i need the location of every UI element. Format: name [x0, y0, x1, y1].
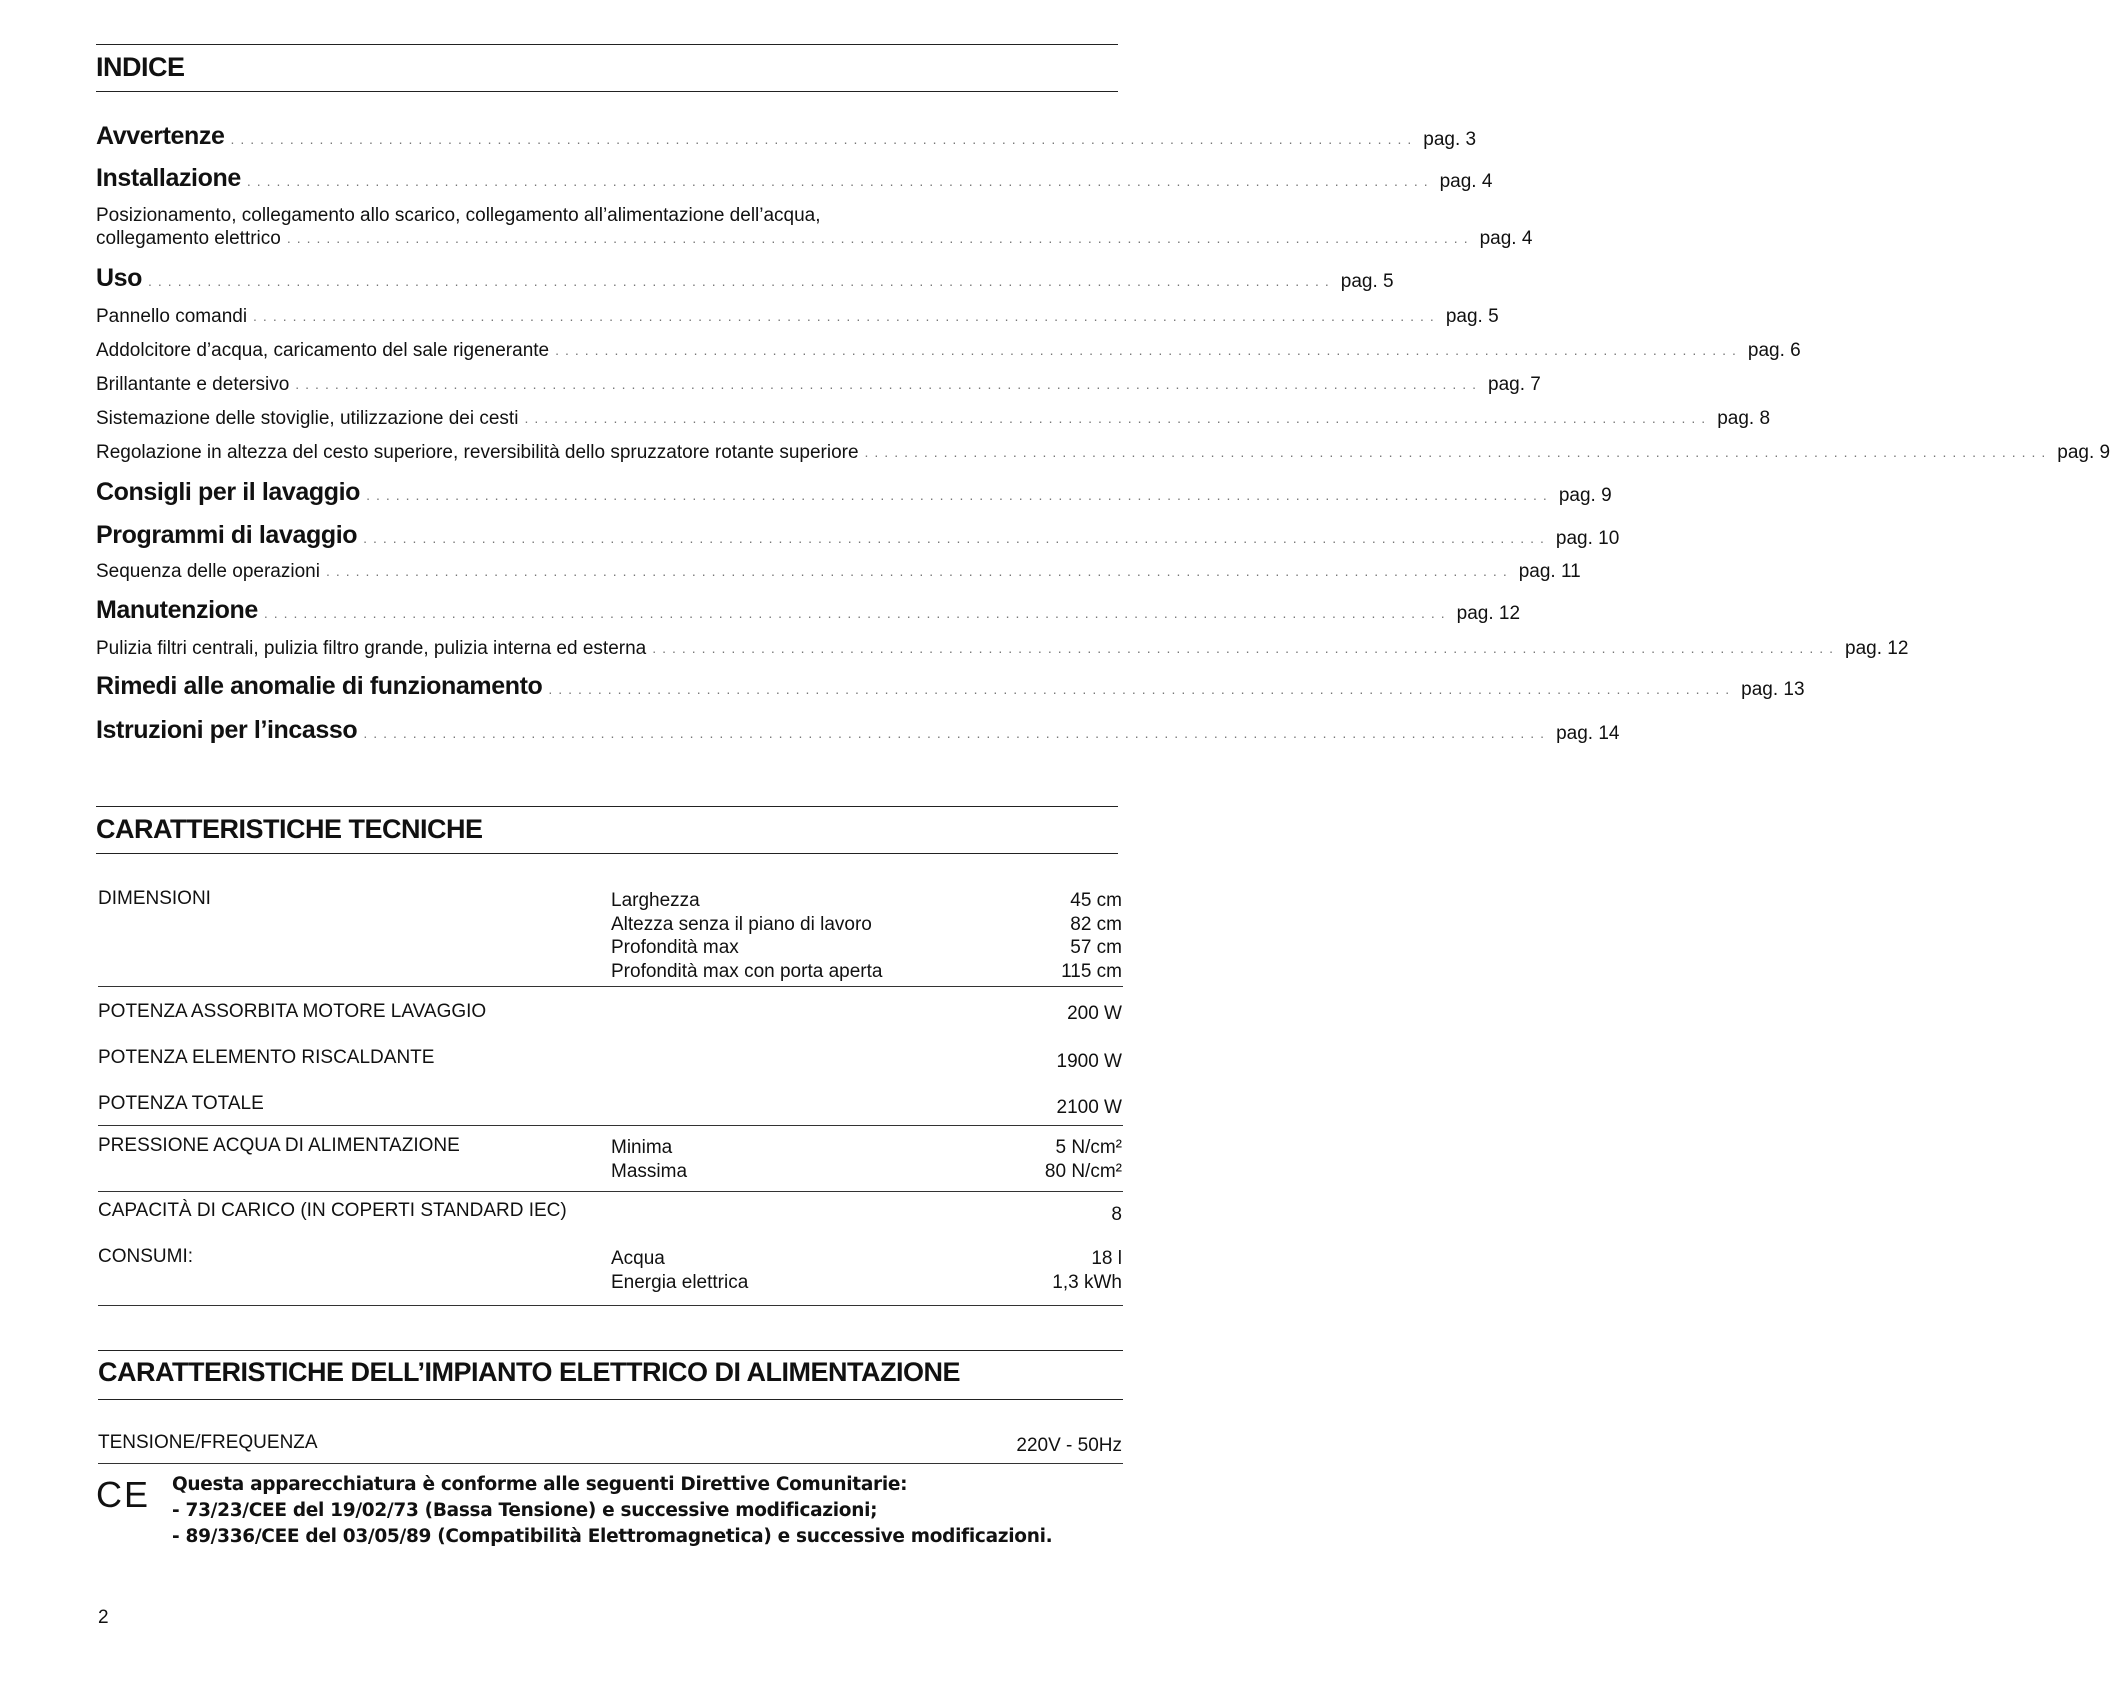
elec-title: CARATTERISTICHE DELL’IMPIANTO ELETTRICO DI ALIMENTAZIONE — [98, 1357, 960, 1387]
toc-entry-sistemazione — [96, 408, 1771, 430]
spec-capacita-value: 8 — [1111, 1204, 1122, 1225]
toc-entry-brillantante — [96, 374, 1541, 396]
tech-title: CARATTERISTICHE TECNICHE — [96, 814, 483, 844]
spec-motore-label: POTENZA ASSORBITA MOTORE LAVAGGIO — [98, 1001, 487, 1022]
toc-label: Pulizia filtri centrali, pulizia filtro grande, pulizia interna ed esterna — [96, 638, 647, 659]
toc-entry-pannello — [96, 306, 1499, 328]
spec-name: Minima — [611, 1137, 673, 1158]
toc-leader: ........................................................................................................................ — [555, 342, 1742, 358]
toc-leader: ........................................................................................................................ — [652, 640, 1839, 656]
toc-entry-istruzioni — [96, 716, 1620, 745]
toc-page: pag. 14 — [1556, 723, 1620, 744]
spec-name: Profondità max — [611, 937, 739, 958]
spec-pressione-label: PRESSIONE ACQUA DI ALIMENTAZIONE — [98, 1135, 460, 1156]
toc-page: pag. 5 — [1340, 271, 1394, 292]
toc-leader: ........................................................................................................................ — [253, 308, 1440, 324]
toc-page: pag. 5 — [1445, 306, 1499, 327]
spec-name: Energia elettrica — [611, 1271, 749, 1293]
toc-label: Brillantante e detersivo — [96, 374, 290, 395]
spec-pressione-names — [611, 1136, 687, 1183]
toc-label: Addolcitore d’acqua, caricamento del sale rigenerante — [96, 340, 550, 361]
toc-page: pag. 6 — [1747, 340, 1801, 361]
toc-label: Manutenzione — [96, 596, 258, 624]
index-top-rule — [96, 44, 1118, 45]
toc-label: Istruzioni per l’incasso — [96, 716, 358, 744]
toc-leader: ........................................................................................................................ — [366, 487, 1553, 503]
toc-page: pag. 4 — [1439, 171, 1493, 192]
ce-declaration-line1: Questa apparecchiatura è conforme alle seguenti Direttive Comunitarie: — [172, 1474, 908, 1495]
spec-pressione-values — [1045, 1136, 1122, 1183]
spec-value: 45 cm — [1070, 890, 1122, 911]
toc-entry-manutenzione — [96, 596, 1521, 625]
spec-capacita-label: CAPACITÀ DI CARICO (IN COPERTI STANDARD IEC) — [98, 1200, 567, 1221]
toc-leader: ........................................................................................................................ — [864, 444, 2052, 460]
spec-value: 115 cm — [1061, 960, 1122, 982]
toc-sub-label-line1: Posizionamento, collegamento allo scarico, collegamento all’alimentazione dell’acqua, — [96, 205, 821, 226]
toc-entry-rimedi — [96, 672, 1805, 701]
toc-label: collegamento elettrico — [96, 228, 281, 249]
spec-divider — [98, 1305, 1123, 1306]
toc-label: Programmi di lavaggio — [96, 521, 358, 549]
spec-name: Altezza senza il piano di lavoro — [611, 913, 872, 935]
toc-label: Sistemazione delle stoviglie, utilizzazione dei cesti — [96, 408, 519, 429]
toc-leader: ........................................................................................................................ — [263, 605, 1451, 621]
toc-page: pag. 3 — [1423, 129, 1477, 150]
toc-page: pag. 8 — [1717, 408, 1771, 429]
spec-consumi-names — [611, 1247, 748, 1294]
toc-page: pag. 10 — [1555, 528, 1620, 549]
spec-name: Acqua — [611, 1248, 665, 1269]
elec-divider — [98, 1463, 1123, 1464]
toc-leader: ........................................................................................................................ — [548, 681, 1736, 697]
spec-value: 5 N/cm² — [1055, 1137, 1122, 1158]
spec-motore-value: 200 W — [1067, 1003, 1122, 1024]
ce-declaration-line3: - 89/336/CEE del 03/05/89 (Compatibilità Elettromagnetica) e successive modificazioni. — [172, 1526, 1053, 1547]
spec-value: 1,3 kWh — [1052, 1271, 1122, 1293]
toc-leader: ........................................................................................................................ — [524, 410, 1712, 426]
page-number: 2 — [98, 1607, 109, 1628]
spec-riscaldante-value: 1900 W — [1056, 1051, 1122, 1072]
spec-name: Profondità max con porta aperta — [611, 960, 883, 982]
toc-leader: ........................................................................................................................ — [246, 173, 1434, 189]
toc-page: pag. 4 — [1479, 228, 1533, 249]
toc-entry-addolcitore — [96, 340, 1801, 362]
toc-entry-installazione — [96, 164, 1493, 193]
spec-dimensioni-names — [611, 889, 882, 983]
spec-value: 80 N/cm² — [1044, 1160, 1122, 1182]
toc-page: pag. 11 — [1518, 561, 1581, 582]
spec-name: Massima — [611, 1160, 688, 1182]
index-title: INDICE — [96, 52, 185, 82]
ce-mark-icon: CE — [96, 1474, 151, 1515]
toc-page: pag. 13 — [1741, 679, 1805, 700]
toc-label: Sequenza delle operazioni — [96, 561, 320, 582]
toc-leader: ........................................................................................................................ — [286, 230, 1474, 246]
toc-label: Installazione — [96, 164, 241, 192]
toc-label: Pannello comandi — [96, 306, 248, 327]
elec-bottom-rule — [98, 1399, 1123, 1400]
toc-page: pag. 12 — [1845, 638, 1909, 659]
elec-top-rule — [98, 1350, 1123, 1351]
toc-page: pag. 9 — [2057, 442, 2110, 463]
ce-declaration-line2: - 73/23/CEE del 19/02/73 (Bassa Tensione) e successive modificazioni; — [172, 1500, 878, 1521]
spec-riscaldante-label: POTENZA ELEMENTO RISCALDANTE — [98, 1047, 435, 1068]
spec-consumi-label: CONSUMI: — [98, 1246, 193, 1267]
spec-dimensioni-label: DIMENSIONI — [98, 888, 211, 909]
toc-entry-posizionamento — [96, 228, 1533, 250]
toc-entry-sequenza — [96, 561, 1581, 583]
toc-leader: ........................................................................................................................ — [148, 273, 1335, 289]
toc-label: Uso — [96, 264, 143, 292]
index-bottom-rule — [96, 91, 1118, 92]
spec-value: 82 cm — [1070, 913, 1122, 935]
toc-leader: ........................................................................................................................ — [363, 725, 1551, 741]
toc-entry-uso — [96, 264, 1394, 293]
toc-entry-pulizia — [96, 638, 1909, 660]
toc-label: Regolazione in altezza del cesto superiore, reversibilità dello spruzzatore rotante superiore — [96, 442, 859, 463]
toc-page: pag. 9 — [1558, 485, 1612, 506]
spec-name: Larghezza — [611, 890, 700, 911]
spec-totale-value: 2100 W — [1056, 1097, 1122, 1118]
toc-leader: ........................................................................................................................ — [325, 563, 1513, 579]
toc-entry-regolazione — [96, 442, 2110, 464]
toc-entry-avvertenze — [96, 122, 1477, 151]
toc-label: Consigli per il lavaggio — [96, 478, 361, 506]
spec-divider — [98, 1125, 1123, 1126]
tech-bottom-rule — [96, 853, 1118, 854]
spec-dimensioni-values — [1061, 889, 1122, 983]
spec-totale-label: POTENZA TOTALE — [98, 1093, 264, 1114]
spec-consumi-values — [1052, 1247, 1122, 1294]
toc-entry-programmi — [96, 521, 1620, 550]
spec-divider — [98, 986, 1123, 987]
toc-entry-consigli — [96, 478, 1612, 507]
toc-page: pag. 7 — [1488, 374, 1541, 395]
spec-value: 18 l — [1091, 1248, 1122, 1269]
toc-leader: ........................................................................................................................ — [295, 376, 1483, 392]
spec-divider — [98, 1191, 1123, 1192]
spec-value: 57 cm — [1070, 937, 1122, 958]
toc-leader: ........................................................................................................................ — [230, 131, 1418, 147]
toc-label: Rimedi alle anomalie di funzionamento — [96, 672, 543, 700]
elec-tensione-label: TENSIONE/FREQUENZA — [98, 1432, 318, 1453]
toc-leader: ........................................................................................................................ — [363, 530, 1550, 546]
tech-top-rule — [96, 806, 1118, 807]
elec-tensione-value: 220V - 50Hz — [1016, 1435, 1122, 1456]
toc-label: Avvertenze — [96, 122, 225, 150]
toc-page: pag. 12 — [1456, 603, 1521, 624]
